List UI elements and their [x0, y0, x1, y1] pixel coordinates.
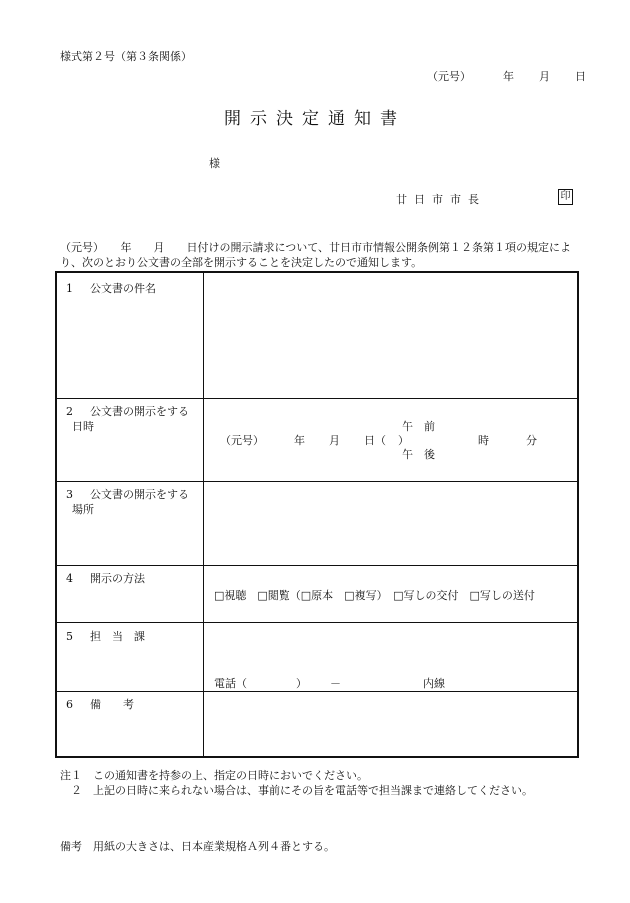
row-number: 5: [66, 630, 73, 643]
row-number: 2: [66, 405, 73, 418]
row-department-label: [66, 629, 145, 644]
row-label: 開示の方法: [90, 572, 145, 585]
minute-label: 分: [526, 434, 537, 447]
date-year: 年: [503, 70, 514, 83]
row-label: 公文書の開示をする: [90, 405, 189, 418]
note-2: ２ 上記の日時に来られない場合は、事前にその旨を電話等で担当課まで連絡してください。: [60, 784, 533, 797]
date-month: 月: [539, 70, 550, 83]
phone-label: 電話（: [214, 677, 247, 690]
note-1: 注１ この通知書を持参の上、指定の日時においでください。: [60, 769, 368, 782]
row-label: 公文書の開示をする: [90, 488, 189, 501]
datetime-year: 年: [294, 434, 305, 447]
seal-stamp: 印: [558, 189, 573, 205]
disclosure-method-options: □視聴 □閲覧（□原本 □複写） □写しの交付 □写しの送付: [214, 589, 535, 602]
date-era: （元号）: [427, 70, 471, 83]
row-label-cont: 場所: [72, 503, 94, 516]
datetime-paren-close: ）: [398, 434, 409, 447]
disclosure-table: [55, 271, 579, 758]
pm-label: 午 後: [402, 448, 435, 461]
row-label-cont: 日時: [72, 420, 94, 433]
recipient-suffix: 様: [209, 157, 220, 170]
extension-label: 内線: [423, 677, 445, 690]
row-location-label: [66, 487, 189, 517]
phone-paren-close: ）: [296, 677, 307, 690]
row-label: 公文書の件名: [90, 282, 156, 295]
notes: [60, 768, 533, 798]
datetime-month: 月: [329, 434, 340, 447]
row-document-title-label: [66, 281, 156, 296]
row-label: 担 当 課: [90, 630, 145, 643]
datetime-fields: [220, 432, 409, 448]
row-number: 1: [66, 282, 73, 295]
form-number: 様式第２号（第３条関係）: [60, 50, 192, 63]
row-number: 3: [66, 488, 73, 501]
column-divider: [203, 273, 204, 756]
row-divider: [57, 691, 577, 692]
row-number: 6: [66, 698, 73, 711]
row-divider: [57, 622, 577, 623]
date-day: 日: [575, 70, 586, 83]
row-number: 4: [66, 572, 73, 585]
row-divider: [57, 565, 577, 566]
issuer-name: 廿日市市長: [396, 193, 486, 206]
datetime-era: （元号）: [220, 434, 264, 447]
am-label: 午 前: [402, 420, 435, 433]
datetime-day: 日（: [364, 434, 386, 447]
row-divider: [57, 398, 577, 399]
row-label: 備 考: [90, 698, 134, 711]
row-method-label: [66, 571, 145, 586]
intro-paragraph: （元号） 年 月 日付けの開示請求について、廿日市市情報公開条例第１２条第１項の規定により、次のとおり公文書の全部を開示することを決定したので通知します。: [60, 241, 572, 269]
paper-size-remark: 備考 用紙の大きさは、日本産業規格Ａ列４番とする。: [60, 840, 335, 853]
row-divider: [57, 481, 577, 482]
row-remarks-label: [66, 697, 134, 712]
phone-dash: －: [330, 677, 341, 690]
document-title: 開示決定通知書: [224, 109, 406, 129]
row-datetime-label: [66, 404, 189, 434]
issue-date: [427, 68, 586, 84]
hour-label: 時: [478, 434, 489, 447]
